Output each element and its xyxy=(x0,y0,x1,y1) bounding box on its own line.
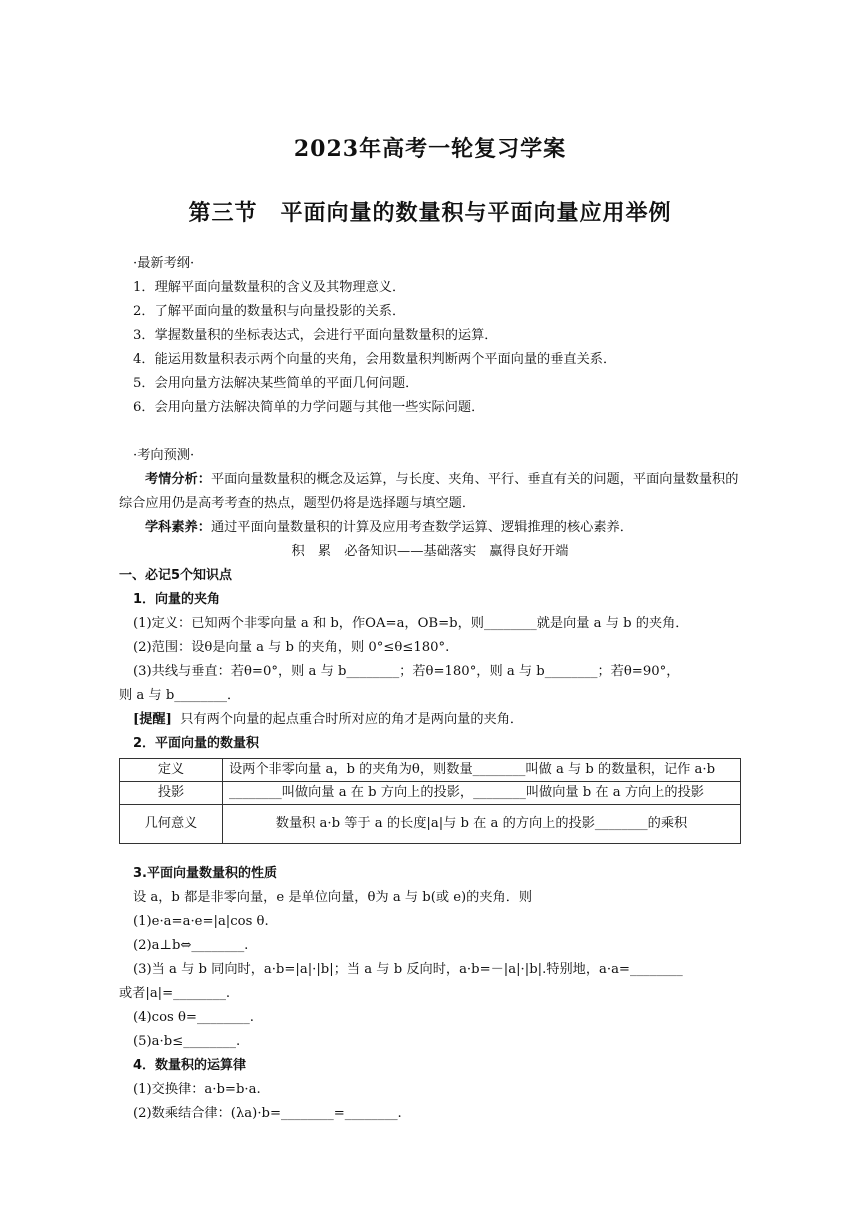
angle-definition: (1)定义：已知两个非零向量 a 和 b，作OA=a，OB=b，则________就是向量 a 与 b 的夹角． xyxy=(133,616,689,631)
table-row xyxy=(120,782,741,805)
property-item: (2)a⊥b⇔________. xyxy=(133,938,249,953)
syllabus-item: 3．掌握数量积的坐标表达式，会进行平面向量数量积的运算． xyxy=(133,328,498,343)
table-row-body: ________叫做向量 a 在 b 方向上的投影，________叫做向量 b 在 a 方向上的投影 xyxy=(223,782,741,805)
angle-relation-cont: 则 a 与 b________． xyxy=(119,688,241,703)
table-row xyxy=(120,805,741,844)
properties-intro: 设 a，b 都是非零向量，e 是单位向量，θ为 a 与 b(或 e)的夹角．则 xyxy=(133,890,533,905)
table-row-head: 定义 xyxy=(120,759,223,782)
part-heading: 一、必记5个知识点 xyxy=(119,568,233,583)
table-row-head: 几何意义 xyxy=(120,805,223,844)
angle-range: (2)范围：设θ是向量 a 与 b 的夹角，则 0°≤θ≤180°. xyxy=(133,640,450,655)
property-item: (5)a·b≤________. xyxy=(133,1034,241,1049)
document-title: 2023年高考一轮复习学案 xyxy=(293,136,567,162)
syllabus-item: 5．会用向量方法解决某些简单的平面几何问题． xyxy=(133,376,419,391)
table-row-head: 投影 xyxy=(120,782,223,805)
section-banner: 积 累 必备知识——基础落实 赢得良好开端 xyxy=(291,544,569,559)
angle-relation: (3)共线与垂直：若θ=0°，则 a 与 b________；若θ=180°，则 a 与 b________；若θ=90°， xyxy=(133,664,680,679)
forecast-analysis xyxy=(119,468,741,516)
table-row xyxy=(120,759,741,782)
table-row-body: 设两个非零向量 a，b 的夹角为θ，则数量________叫做 a 与 b 的数量积，记作 a·b xyxy=(223,759,741,782)
syllabus-item: 2．了解平面向量的数量积与向量投影的关系． xyxy=(133,304,406,319)
document-body xyxy=(119,252,741,1126)
section-title: 第三节 平面向量的数量积与平面向量应用举例 xyxy=(188,200,672,226)
table-row-body: 数量积 a·b 等于 a 的长度|a|与 b 在 a 的方向上的投影________的乘积 xyxy=(223,805,741,844)
syllabus-item: 1．理解平面向量数量积的含义及其物理意义． xyxy=(133,280,406,295)
property-item: (3)当 a 与 b 同向时，a·b=|a|·|b|；当 a 与 b 反向时，a·b=－|a|·|b|.特别地，a·a=________ xyxy=(133,962,683,977)
tip xyxy=(119,708,741,732)
forecast-heading: ·考向预测· xyxy=(133,448,195,463)
literacy-label: 学科素养： xyxy=(145,520,211,535)
forecast-literacy xyxy=(119,516,741,540)
dot-product-table xyxy=(119,758,741,844)
law-item: (2)数乘结合律：(λa)·b=________=________. xyxy=(133,1106,402,1121)
tip-text: 只有两个向量的起点重合时所对应的角才是两向量的夹角． xyxy=(180,712,524,727)
syllabus-item: 4．能运用数量积表示两个向量的夹角，会用数量积判断两个平面向量的垂直关系． xyxy=(133,352,617,367)
literacy-text: 通过平面向量数量积的计算及应用考查数学运算、逻辑推理的核心素养． xyxy=(210,520,633,535)
subsection-title: 2．平面向量的数量积 xyxy=(133,736,260,751)
property-item-cont: 或者|a|=________. xyxy=(119,986,231,1001)
analysis-label: 考情分析： xyxy=(145,472,211,487)
analysis-text: 平面向量数量积的概念及运算，与长度、夹角、平行、垂直有关的问题，平面向量数量积的综合应用仍是高考考查的热点，题型仍将是选择题与填空题． xyxy=(119,472,739,511)
law-item: (1)交换律：a·b=b·a. xyxy=(133,1082,261,1097)
subsection-title: 3.平面向量数量积的性质 xyxy=(133,866,277,881)
tip-label: [提醒] xyxy=(133,712,172,727)
property-item: (4)cos θ=________. xyxy=(133,1010,254,1025)
subsection-title: 1．向量的夹角 xyxy=(133,592,221,607)
subsection-title: 4．数量积的运算律 xyxy=(133,1058,247,1073)
property-item: (1)e·a=a·e=|a|cos θ. xyxy=(133,914,269,929)
syllabus-item: 6．会用向量方法解决简单的力学问题与其他一些实际问题． xyxy=(133,400,485,415)
syllabus-heading: ·最新考纲· xyxy=(133,256,195,271)
